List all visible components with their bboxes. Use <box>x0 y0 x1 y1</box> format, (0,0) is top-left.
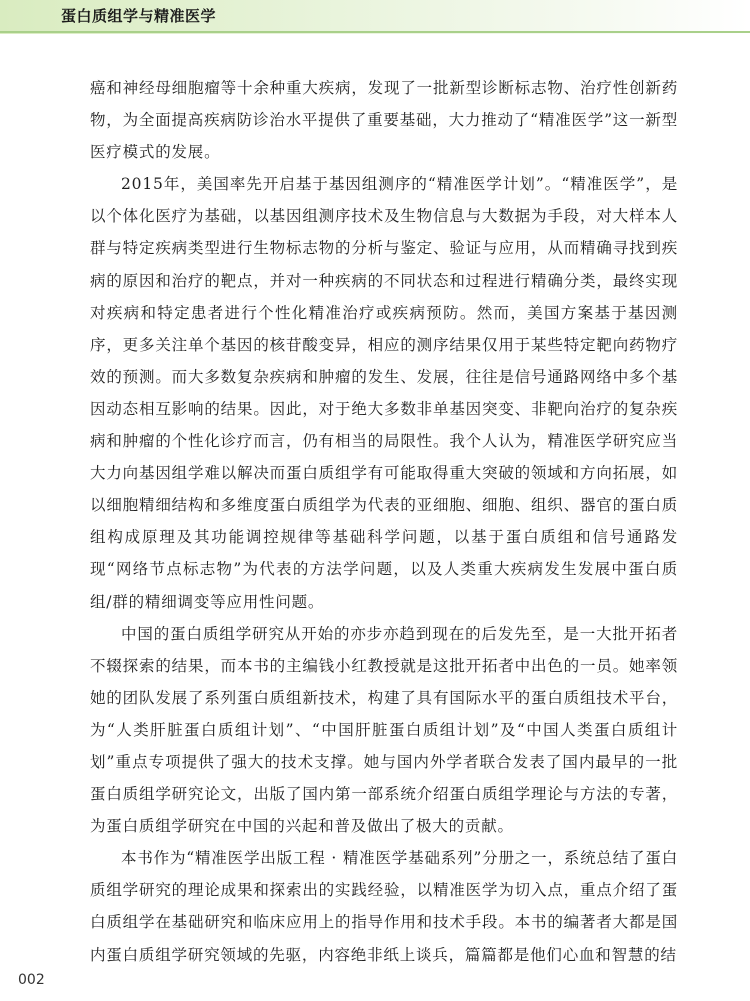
paragraph-about-book: 本书作为“精准医学出版工程 · 精准医学基础系列”分册之一，系统总结了蛋白质组学研究的理论成果和探索出的实践经验，以精准医学为切入点，重点介绍了蛋白质组学在基础研究和临床应用上的指导作用和技术手段。本书的编著者大都是国内蛋白质组学研究领域的先驱，内容绝非纸上谈兵，篇篇都是他们心血和智慧的结 <box>90 849 678 964</box>
paragraph-china-proteomics: 中国的蛋白质组学研究从开始的亦步亦趋到现在的后发先至，是一大批开拓者不辍探索的结果，而本书的主编钱小红教授就是这批开拓者中出色的一员。她率领她的团队发展了系列蛋白质组新技术，构建了具有国际水平的蛋白质组技术平台，为“人类肝脏蛋白质组计划”、“中国肝脏蛋白质组计划”及“中国人类蛋白质组计划”重点专项提供了强大的技术支撑。她与国内外学者联合发表了国内最早的一批蛋白质组学研究论文，出版了国内第一部系统介绍蛋白质组学理论与方法的专著，为蛋白质组学研究在中国的兴起和普及做出了极大的贡献。 <box>90 624 678 836</box>
running-header-title: 蛋白质组学与精准医学 <box>61 7 217 25</box>
page-number: 002 <box>18 972 45 988</box>
body-text <box>90 72 678 971</box>
running-header-band <box>0 0 750 34</box>
header-rule <box>0 31 750 33</box>
paragraph-continued: 癌和神经母细胞瘤等十余种重大疾病，发现了一批新型诊断标志物、治疗性创新药物，为全面提高疾病防诊治水平提供了重要基础，大力推动了“精准医学”这一新型医疗模式的发展。 <box>90 79 678 162</box>
paragraph-precision-medicine-plan: 2015年，美国率先开启基于基因组测序的“精准医学计划”。“精准医学”，是以个体化医疗为基础，以基因组测序技术及生物信息与大数据为手段，对大样本人群与特定疾病类型进行生物标志物的分析与鉴定、验证与应用，从而精确寻找到疾病的原因和治疗的靶点，并对一种疾病的不同状态和过程进行精确分类，最终实现对疾病和特定患者进行个性化精准治疗或疾病预防。然而，美国方案基于基因测序，更多关注单个基因的核苷酸变异，相应的测序结果仅用于某些特定靶向药物疗效的预测。而大多数复杂疾病和肿瘤的发生、发展，往往是信号通路网络中多个基因动态相互影响的结果。因此，对于绝大多数非单基因突变、非靶向治疗的复杂疾病和肿瘤的个性化诊疗而言，仍有相当的局限性。我个人认为，精准医学研究应当大力向基因组学难以解决而蛋白质组学有可能取得重大突破的领域和方向拓展，如以细胞精细结构和多维度蛋白质组学为代表的亚细胞、细胞、组织、器官的蛋白质组构成原理及其功能调控规律等基础科学问题，以基于蛋白质组和信号通路发现“网络节点标志物”为代表的方法学问题，以及人类重大疾病发生发展中蛋白质组/群的精细调变等应用性问题。 <box>90 175 678 611</box>
